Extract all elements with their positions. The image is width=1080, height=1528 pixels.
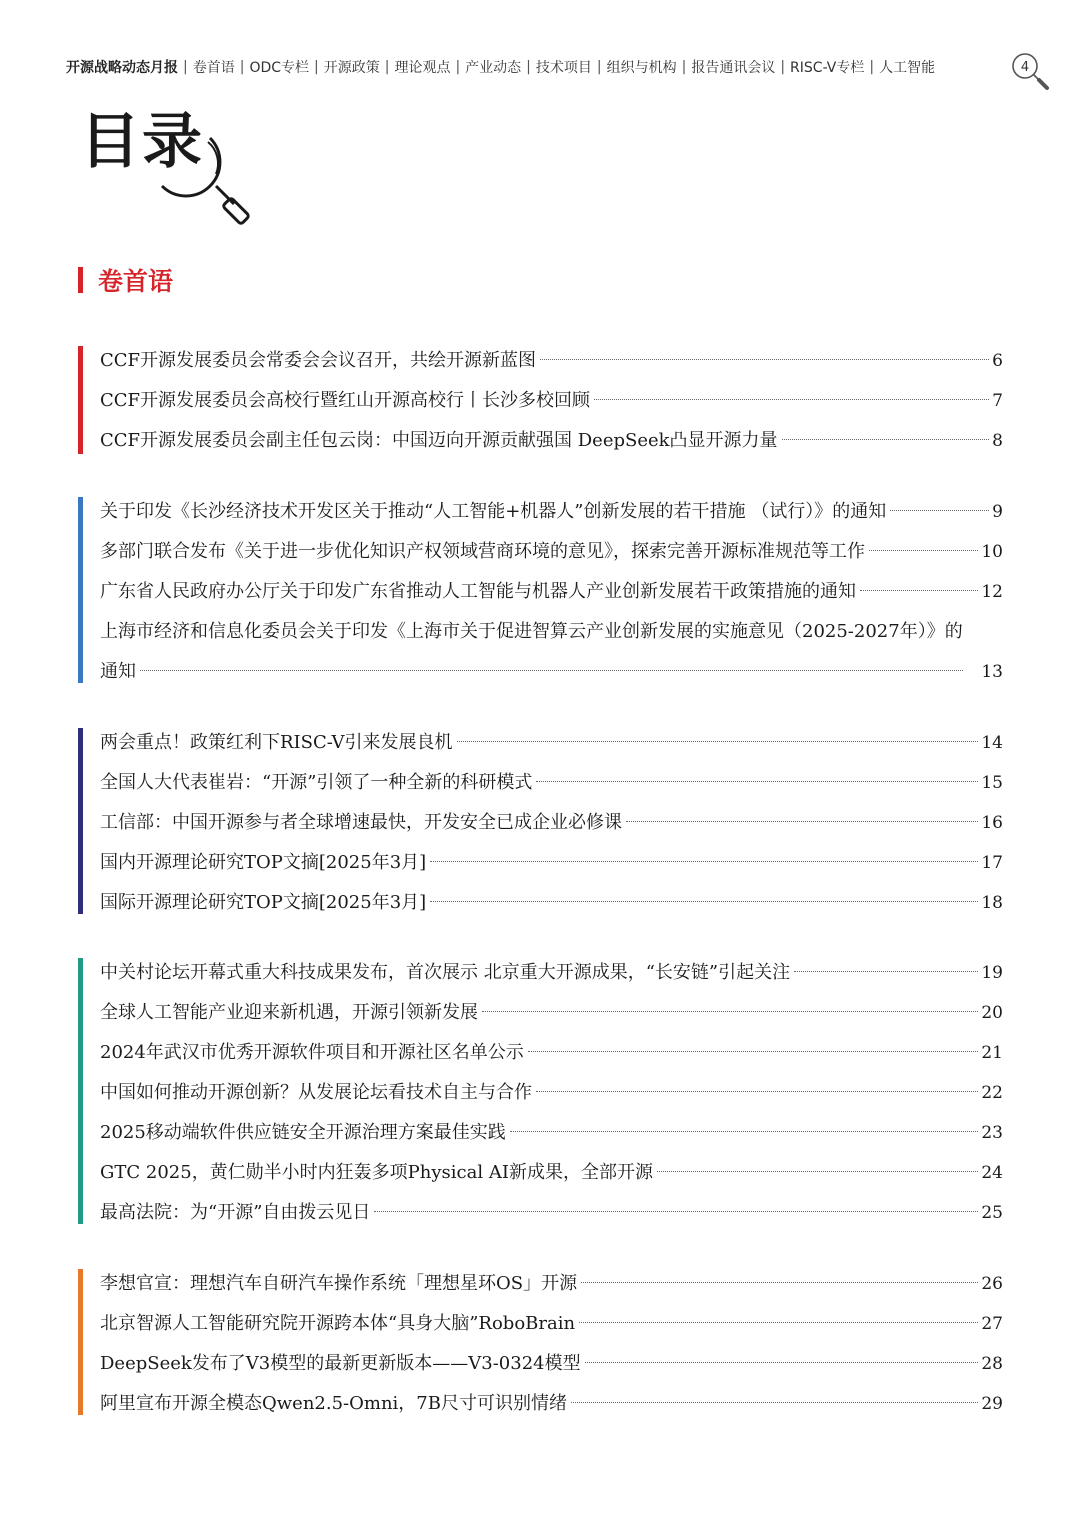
toc-entry[interactable]: 工信部：中国开源参与者全球增速最快，开发安全已成企业必修课 16	[100, 812, 1003, 833]
toc-entry[interactable]: CCF开源发展委员会副主任包云岗：中国迈向开源贡献强国 DeepSeek凸显开源力量 8	[100, 430, 1003, 451]
toc-entry[interactable]: 中国如何推动开源创新？从发展论坛看技术自主与合作 22	[100, 1082, 1003, 1103]
publication-title[interactable]: 开源战略动态月报	[66, 60, 178, 76]
toc-entry[interactable]: 多部门联合发布《关于进一步优化知识产权领域营商环境的意见》，探索完善开源标准规范等工作 10	[100, 541, 1003, 562]
nav-separator: |	[869, 59, 875, 75]
toc-entry[interactable]: GTC 2025，黄仁勋半小时内狂轰多项Physical AI新成果，全部开源 24	[100, 1162, 1003, 1183]
toc-group-3	[78, 728, 1003, 918]
toc-group-1	[78, 346, 1003, 456]
toc-entry[interactable]: 2024年武汉市优秀开源软件项目和开源社区名单公示 21	[100, 1042, 1003, 1063]
nav-item-ai[interactable]: 人工智能	[879, 60, 936, 76]
nav-separator: |	[681, 59, 687, 75]
toc-entry[interactable]: 国内开源理论研究TOP文摘[2025年3月] 17	[100, 852, 1003, 873]
group-color-bar	[78, 728, 83, 914]
toc-entry[interactable]: CCF开源发展委员会高校行暨红山开源高校行丨长沙多校回顾 7	[100, 390, 1003, 411]
page-number: 4	[1020, 60, 1030, 75]
magnifier-icon	[150, 128, 260, 228]
toc-entry[interactable]: 李想官宣：理想汽车自研汽车操作系统「理想星环OS」开源 26	[100, 1273, 1003, 1294]
toc-entry-continuation[interactable]: 通知 13	[100, 661, 1003, 682]
toc-group-4	[78, 958, 1003, 1228]
group-color-bar	[78, 346, 83, 454]
toc-entry[interactable]: 最高法院：为“开源”自由拨云见日 25	[100, 1202, 1003, 1223]
nav-item-tech[interactable]: 技术项目	[535, 60, 592, 76]
toc-entry[interactable]: 2025移动端软件供应链安全开源治理方案最佳实践 23	[100, 1122, 1003, 1143]
section-marker	[78, 267, 83, 293]
nav-item-reports[interactable]: 报告通讯会议	[691, 60, 776, 76]
nav-item-odc[interactable]: ODC专栏	[249, 60, 310, 76]
nav-item-riscv[interactable]: RISC-V专栏	[790, 60, 865, 76]
nav-separator: |	[596, 59, 602, 75]
toc-entry[interactable]: 北京智源人工智能研究院开源跨本体“具身大脑”RoboBrain 27	[100, 1313, 1003, 1334]
nav-item-policy[interactable]: 开源政策	[323, 60, 380, 76]
toc-entry[interactable]: CCF开源发展委员会常委会会议召开，共绘开源新蓝图 6	[100, 350, 1003, 371]
toc-entry[interactable]: 全国人大代表崔岩：“开源”引领了一种全新的科研模式 15	[100, 772, 1003, 793]
nav-separator: |	[183, 59, 188, 75]
nav-separator: |	[314, 59, 319, 75]
nav-separator: |	[239, 59, 245, 75]
toc-entry[interactable]: 阿里宣布开源全模态Qwen2.5-Omni，7B尺寸可识别情绪 29	[100, 1393, 1003, 1414]
header-nav	[66, 54, 1006, 80]
toc-entry[interactable]: 广东省人民政府办公厅关于印发广东省推动人工智能与机器人产业创新发展若干政策措施的通知 12	[100, 581, 1003, 602]
group-color-bar	[78, 958, 83, 1224]
group-color-bar	[78, 1269, 83, 1415]
toc-entry[interactable]: 上海市经济和信息化委员会关于印发《上海市关于促进智算云产业创新发展的实施意见（2025-2027年）》的	[100, 621, 963, 642]
nav-separator: |	[455, 59, 461, 75]
page-title: 目录	[80, 107, 204, 177]
toc-entry[interactable]: 两会重点！政策红利下RISC-V引来发展良机 14	[100, 732, 1003, 753]
toc-group-2	[78, 497, 1003, 687]
toc-group-5	[78, 1269, 1003, 1419]
toc-entry[interactable]: 全球人工智能产业迎来新机遇，开源引领新发展 20	[100, 1002, 1003, 1023]
nav-separator: |	[526, 59, 531, 75]
toc-entry[interactable]: 国际开源理论研究TOP文摘[2025年3月] 18	[100, 892, 1003, 913]
nav-separator: |	[384, 59, 390, 75]
section-label: 卷首语	[98, 267, 174, 296]
nav-item-orgs[interactable]: 组织与机构	[606, 60, 677, 76]
toc-entry[interactable]: DeepSeek发布了V3模型的最新更新版本——V3-0324模型 28	[100, 1353, 1003, 1374]
nav-item-preface[interactable]: 卷首语	[192, 60, 235, 76]
toc-entry[interactable]: 中关村论坛开幕式重大科技成果发布，首次展示 北京重大开源成果，“长安链”引起关注 19	[100, 962, 1003, 983]
nav-item-theory[interactable]: 理论观点	[394, 60, 451, 76]
toc-entry[interactable]: 关于印发《长沙经济技术开发区关于推动“人工智能+机器人”创新发展的若干措施 （试行）》的通知 9	[100, 501, 1003, 522]
group-color-bar	[78, 497, 83, 683]
nav-separator: |	[780, 59, 786, 75]
section-header-preface	[78, 265, 173, 295]
page-number-badge	[1009, 50, 1053, 94]
nav-item-industry[interactable]: 产业动态	[465, 60, 522, 76]
